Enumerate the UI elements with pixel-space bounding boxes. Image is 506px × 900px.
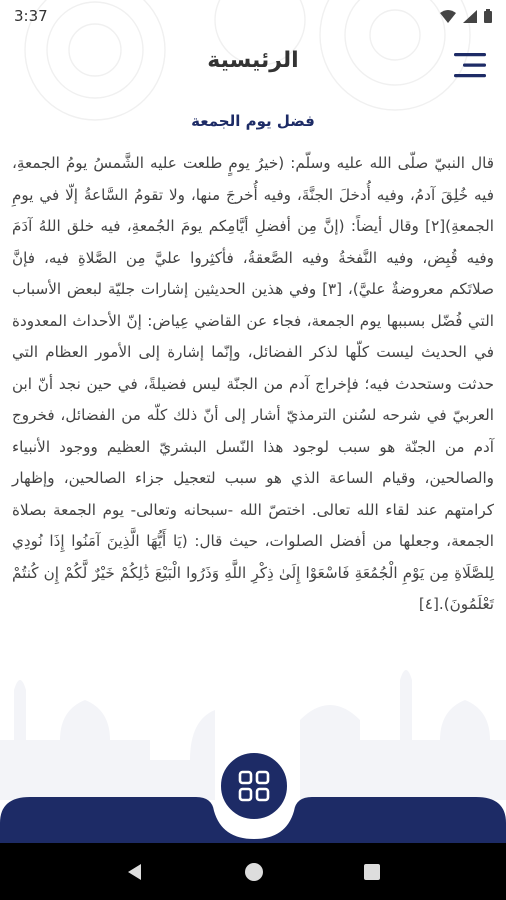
article-title: فضل يوم الجمعة bbox=[191, 112, 315, 130]
grid-apps-icon bbox=[238, 770, 270, 802]
hamburger-menu-icon[interactable] bbox=[454, 50, 488, 80]
app-bar bbox=[0, 40, 506, 96]
status-icons bbox=[440, 9, 492, 23]
article bbox=[0, 112, 506, 621]
home-icon[interactable] bbox=[244, 862, 264, 882]
status-bar bbox=[0, 0, 506, 32]
home-grid-button[interactable] bbox=[216, 748, 292, 824]
status-time: 3:37 bbox=[14, 7, 48, 25]
system-navigation-bar bbox=[0, 843, 506, 900]
wifi-icon bbox=[440, 10, 456, 23]
signal-icon bbox=[463, 10, 477, 23]
recents-icon[interactable] bbox=[363, 863, 381, 881]
back-icon[interactable] bbox=[125, 862, 145, 882]
page-title: الرئيسية bbox=[207, 48, 299, 73]
battery-icon bbox=[484, 9, 492, 23]
article-body: قال النبيّ صلّى الله عليه وسلّم: (خيرُ يومٍ طلعت عليه الشَّمسُ يومُ الجمعةِ، فيه خُلِقَ آدمُ، وفيه أُدخلَ الجنَّةَ، وفيه أُخرجَ منها، ولا تقومُ السَّاعةُ إلّا في يومِ الجمعةِ)[٢] وقال أيضاً: (إنَّ مِن أفضلِ أيَّامِكم يومَ الجُمعةِ، فيه خلق اللهُ آدَمَ وفيه قُبِض، وفيه النَّفخةُ وفيه الصَّعقةُ، فأكثِروا عليَّ مِن الصَّلاةِ فيه، فإنَّ صلاتَكم معروضةٌ عليَّ)، [٣] وفي هذين الحديثين إشارات جليّة لبعض الأسباب التي فُضّل بسببها يوم الجمعة، فجاء عن القاضي عِياض: إنّ الأحداث المعدودة في الحديث ليست كلّها لذكر الفضائل، وإنّما إشارة إلى الأمور العظام التي حدثت وستحدث فيه؛ فإخراج آدم من الجنّة ليس فضيلةً، في حين نجد أنّ ابن العربيّ في شرحه لسُنن الترمذيّ أشار إلى أنّ ذلك كلّه من الفضائل، فخروج آدم من الجنّة هو سبب لوجود هذا النّسل البشريّ العظيم ووجود الأنبياء والصالحين، وقيام الساعة الذي هو سبب لتعجيل جزاء الصالحين، وإظهار كرامتهم عند لقاء الله تعالى. اختصّ الله -سبحانه وتعالى- يوم الجمعة بصلاة الجمعة، وجعلها من أفضل الصلوات، حيث قال: (يَا أَيُّهَا الَّذِينَ آمَنُوا إِذَا نُودِي لِلصَّلَاةِ مِن يَوْمِ الْجُمُعَةِ فَاسْعَوْا إِلَىٰ ذِكْرِ اللَّهِ وَذَرُوا الْبَيْعَ ذَٰلِكُمْ خَيْرٌ لَّكُمْ إِن كُنتُمْ تَعْلَمُونَ).[٤] bbox=[12, 154, 494, 613]
